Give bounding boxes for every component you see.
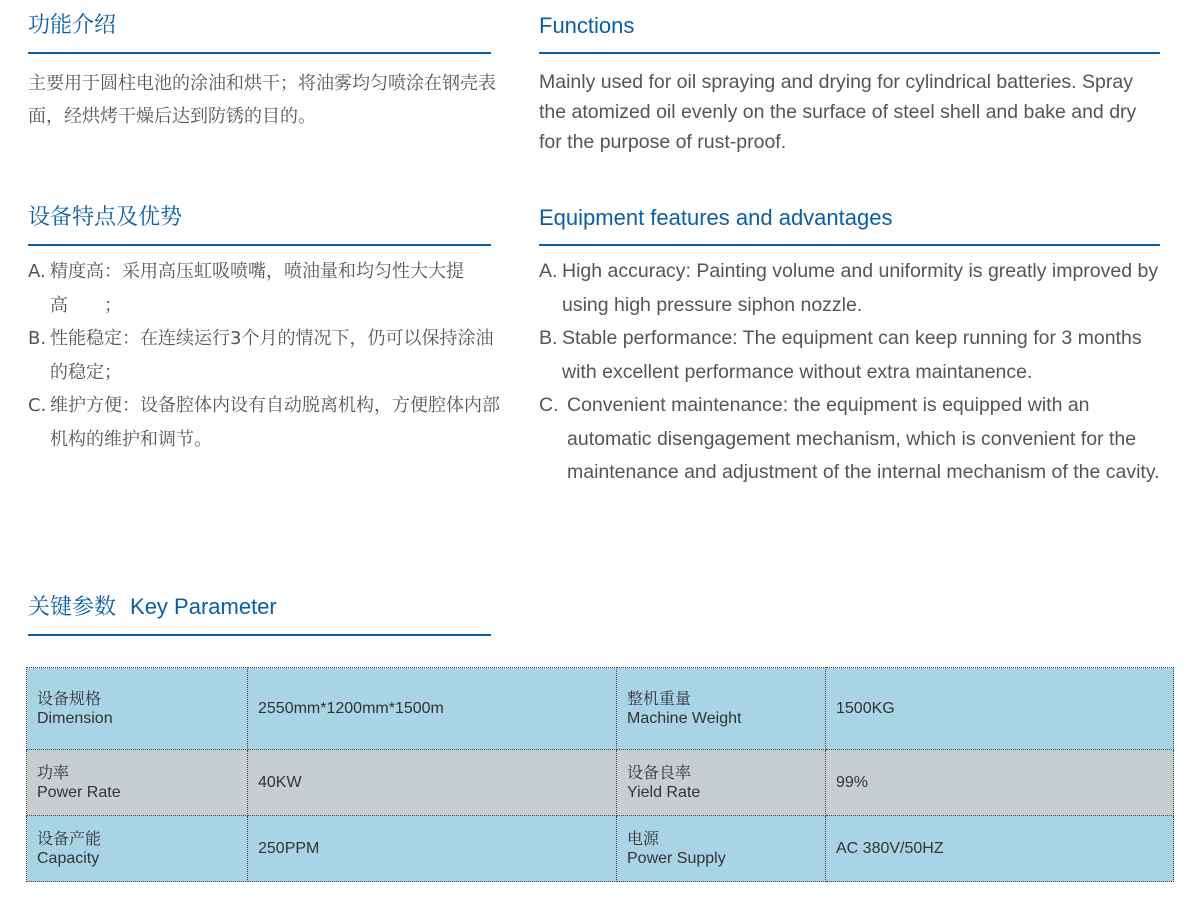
param-label-cell — [27, 668, 248, 750]
feature-item-en — [539, 322, 1164, 389]
param-label-en: Yield Rate — [627, 783, 701, 801]
table-row — [27, 750, 1174, 816]
param-value: 99% — [826, 750, 1174, 816]
feature-text: 维护方便：设备腔体内设有自动脱离机构，方便腔体内部机构的维护和调节。 — [50, 395, 500, 450]
param-label-cn: 设备规格 — [37, 690, 102, 708]
feature-item-en — [539, 255, 1164, 322]
param-label-cn: 设备良率 — [627, 764, 692, 782]
functions-heading-en: Functions — [539, 12, 1160, 54]
feature-text: Stable performance: The equipment can keep running for 3 months with excellent performance without extra maintanence. — [562, 327, 1142, 383]
feature-marker: A. — [539, 260, 558, 282]
param-label-cn: 整机重量 — [627, 690, 692, 708]
functions-heading-cn: 功能介绍 — [28, 12, 491, 54]
table-row — [27, 816, 1174, 882]
param-value: AC 380V/50HZ — [826, 816, 1174, 882]
feature-marker: C. — [28, 395, 47, 416]
param-label-cell — [617, 668, 826, 750]
param-label-en: Capacity — [37, 849, 100, 867]
feature-text: 精度高：采用高压虹吸喷嘴，喷油量和均匀性大大提高 ； — [50, 261, 464, 316]
feature-item-cn — [28, 322, 503, 389]
param-label-cn: 电源 — [627, 830, 660, 848]
param-value: 1500KG — [826, 668, 1174, 750]
parameters-heading-en: Key Parameter — [130, 594, 277, 619]
feature-marker: B. — [539, 327, 558, 349]
param-label-cell — [27, 816, 248, 882]
param-label-cn: 设备产能 — [37, 830, 102, 848]
feature-marker: A. — [28, 261, 46, 282]
feature-item-cn — [28, 255, 503, 322]
param-value: 40KW — [248, 750, 617, 816]
feature-text: 性能稳定：在连续运行3个月的情况下，仍可以保持涂油的稳定； — [50, 328, 494, 383]
feature-marker: C. — [539, 394, 559, 416]
param-label-en: Dimension — [37, 709, 113, 727]
features-heading-cn: 设备特点及优势 — [28, 204, 491, 246]
feature-text: High accuracy: Painting volume and uniformity is greatly improved by using high pressure siphon nozzle. — [562, 260, 1159, 316]
feature-item-en — [539, 389, 1164, 490]
param-label-en: Machine Weight — [627, 709, 742, 727]
param-value: 250PPM — [248, 816, 617, 882]
param-label-cell — [617, 816, 826, 882]
parameters-heading — [28, 593, 491, 636]
feature-item-cn — [28, 389, 503, 456]
parameters-table — [26, 667, 1174, 882]
param-label-cell — [617, 750, 826, 816]
param-label-en: Power Supply — [627, 849, 726, 867]
parameters-heading-cn: 关键参数 — [28, 595, 117, 620]
features-list-cn — [28, 255, 503, 456]
features-list-en — [539, 255, 1164, 490]
param-label-cn: 功率 — [37, 764, 70, 782]
param-label-en: Power Rate — [37, 783, 121, 801]
table-row — [27, 668, 1174, 750]
functions-text-cn: 主要用于圆柱电池的涂油和烘干；将油雾均匀喷涂在钢壳表面，经烘烤干燥后达到防锈的目的。 — [28, 73, 496, 127]
param-label-cell — [27, 750, 248, 816]
feature-text: Convenient maintenance: the equipment is equipped with an automatic disengagement mechanism, which is convenient for the maintenance and adjustment of the internal mechanism of the cavity. — [567, 394, 1160, 483]
feature-marker: B. — [28, 328, 47, 349]
param-value: 2550mm*1200mm*1500m — [248, 668, 617, 750]
features-heading-en: Equipment features and advantages — [539, 204, 1160, 246]
functions-text-en: Mainly used for oil spraying and drying for cylindrical batteries. Spray the atomized oil evenly on the surface of steel shell and bake and dry for the purpose of rust-proof. — [539, 71, 1137, 153]
